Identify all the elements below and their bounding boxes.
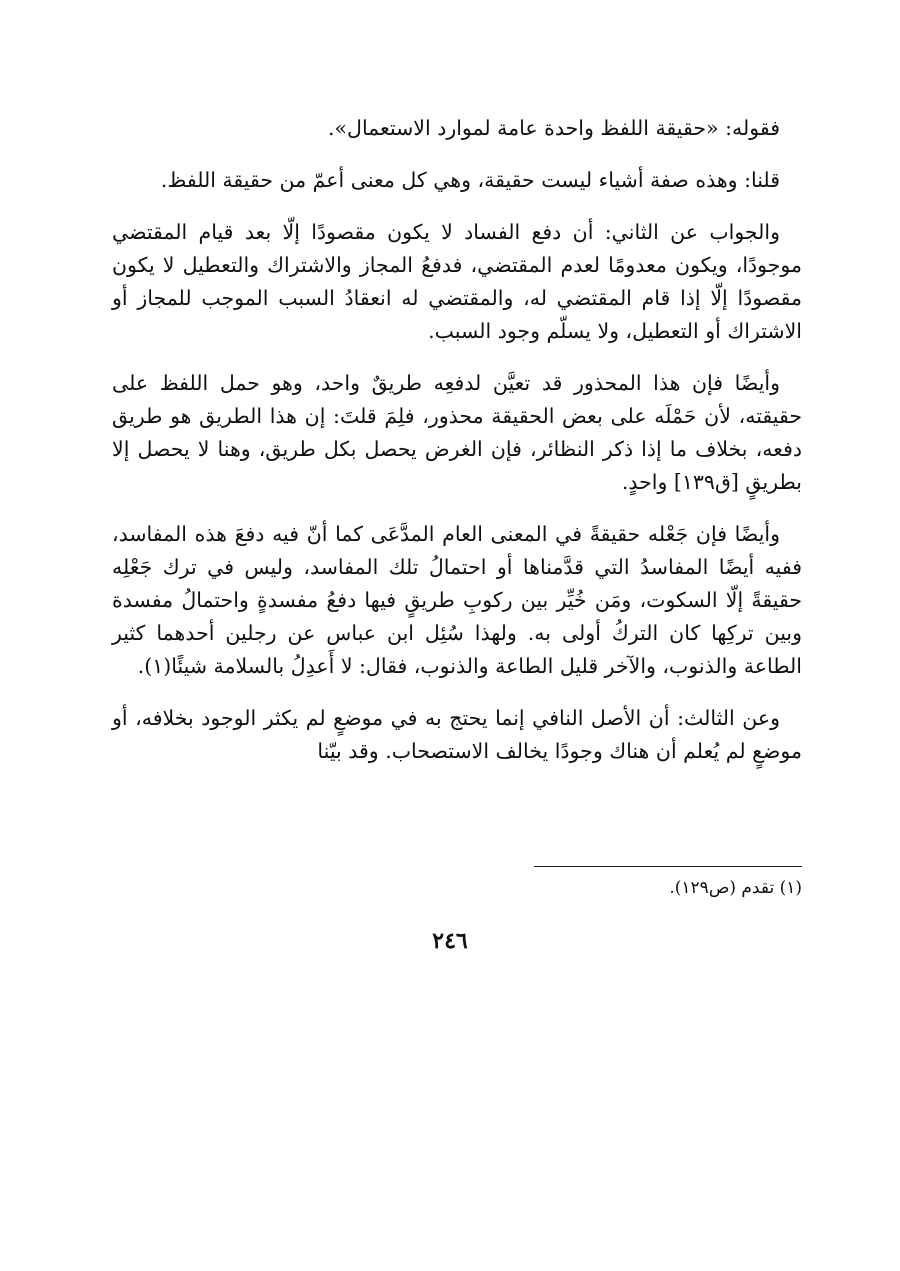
footnote-divider (534, 866, 802, 867)
paragraph: وأيضًا فإن هذا المحذور قد تعيَّن لدفعِه طريقٌ واحد، وهو حمل اللفظ على حقيقته، لأن حَمْلَه على بعض الحقيقة محذور، فلِمَ قلتَ: إن هذا الطريق هو طريق دفعه، بخلاف ما إذا ذكر النظائر، فإن الغرض يحصل بكل طريق، وهنا لا يحصل إلا بطريقٍ [ق١٣٩] واحدٍ. (112, 371, 802, 494)
paragraph: وأيضًا فإن جَعْله حقيقةً في المعنى العام المدَّعَى كما أنّ فيه دفعَ هذه المفاسد، ففيه أيضًا المفاسدُ التي قدَّمناها أو احتمالُ تلك المفاسد، وليس في ترك جَعْلِه حقيقةً إلّا السكوت، ومَن خُيِّر بين ركوبِ طريقٍ فيها دفعُ مفسدةٍ واحتمالُ مفسدة وبين تركِها كان التركُ أولى به. ولهذا سُئِل ابن عباس عن رجلين أحدهما كثير الطاعة والذنوب، والآخر قليل الطاعة والذنوب، فقال: لا أَعدِلُ بالسلامة شيئًا(١). (112, 522, 802, 678)
paragraph: والجواب عن الثاني: أن دفع الفساد لا يكون مقصودًا إلّا بعد قيام المقتضي موجودًا، ويكون معدومًا لعدم المقتضي، فدفعُ المجاز والاشتراك والتعطيل لا يكون مقصودًا إلّا إذا قام المقتضي له، والمقتضي له انعقادُ السبب الموجب للمجاز أو الاشتراك أو التعطيل، ولا يسلّم وجود السبب. (112, 220, 802, 343)
paragraph: وعن الثالث: أن الأصل النافي إنما يحتج به في موضعٍ لم يكثر الوجود بخلافه، أو موضعٍ لم يُعلم أن هناك وجودًا يخالف الاستصحاب. وقد بيّنا (112, 706, 802, 763)
paragraph: فقوله: «حقيقة اللفظ واحدة عامة لموارد الاستعمال». (327, 116, 780, 140)
page-number: ٢٤٦ (432, 928, 468, 954)
body-text (112, 112, 802, 787)
paragraph: قلنا: وهذه صفة أشياء ليست حقيقة، وهي كل معنى أعمّ من حقيقة اللفظ. (160, 168, 780, 192)
footnote: (١) تقدم (ص١٢٩). (669, 878, 802, 898)
